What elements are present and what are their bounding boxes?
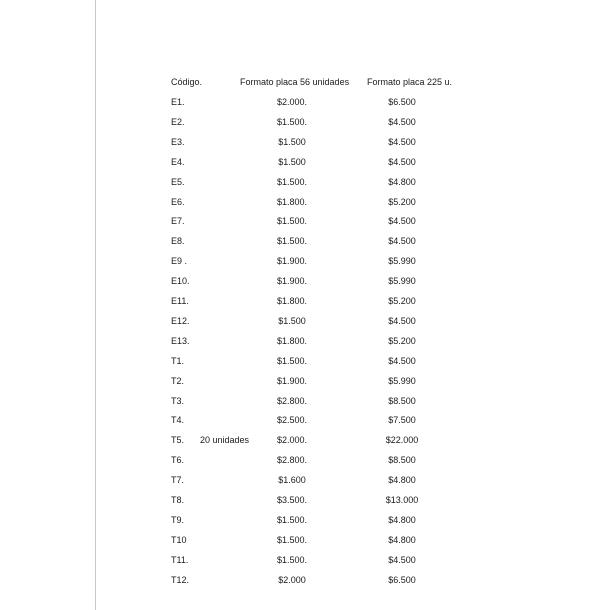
row-code: T6. xyxy=(171,455,185,466)
row-code: T11. xyxy=(171,554,189,565)
table-header-row xyxy=(0,74,610,90)
row-code: E12. xyxy=(171,315,190,326)
row-code: E13. xyxy=(171,335,190,346)
row-price-225: $4.800 xyxy=(388,475,416,486)
row-price-225: $5.990 xyxy=(388,276,416,287)
row-code: E11. xyxy=(171,296,189,306)
table-row xyxy=(0,472,610,488)
row-code: E10. xyxy=(171,276,190,287)
row-code: T4. xyxy=(171,415,185,426)
row-price-225: $4.500 xyxy=(388,554,416,565)
row-code: E4. xyxy=(171,156,185,167)
row-price-56: $1.500. xyxy=(276,216,308,227)
row-price-225: $4.500 xyxy=(388,216,416,227)
row-price-225: $4.800 xyxy=(388,176,416,187)
row-price-56: $1.500. xyxy=(276,176,308,187)
row-price-56: $2.000 xyxy=(278,574,306,585)
table-row xyxy=(0,412,610,428)
row-price-225: $5.990 xyxy=(388,375,416,386)
row-code: E5. xyxy=(171,176,185,187)
table-row xyxy=(0,432,610,448)
row-price-225: $7.500 xyxy=(388,415,416,426)
table-row xyxy=(0,273,610,289)
row-code: E9 . xyxy=(171,256,188,267)
row-price-56: $1.600 xyxy=(278,475,306,486)
table-row xyxy=(0,174,610,190)
row-code: T3. xyxy=(171,395,185,406)
row-price-225: $8.500 xyxy=(388,395,416,406)
row-code: E2. xyxy=(171,116,185,127)
header-format-56: Formato placa 56 unidades xyxy=(240,77,350,87)
row-price-56: $3.500. xyxy=(276,495,308,505)
row-price-56: $2.000. xyxy=(276,435,308,446)
table-row xyxy=(0,572,610,588)
table-row xyxy=(0,154,610,170)
row-price-225: $4.500 xyxy=(388,236,416,247)
row-price-56: $2.800. xyxy=(276,455,308,466)
row-price-56: $2.500. xyxy=(276,415,308,426)
row-price-56: $1.500 xyxy=(278,136,306,147)
row-price-225: $6.500 xyxy=(388,97,416,107)
table-row xyxy=(0,293,610,309)
table-row xyxy=(0,353,610,369)
row-price-225: $4.500 xyxy=(388,355,416,366)
table-row xyxy=(0,313,610,329)
table-row xyxy=(0,233,610,249)
table-row xyxy=(0,512,610,528)
row-price-56: $1.500. xyxy=(276,355,308,366)
row-code: T10 xyxy=(171,534,187,545)
row-price-56: $1.500. xyxy=(276,554,308,565)
table-row xyxy=(0,393,610,409)
row-price-56: $1.800. xyxy=(276,196,308,207)
row-price-56: $1.900. xyxy=(276,375,308,386)
header-format-225: Formato placa 225 u. xyxy=(367,77,453,87)
table-row xyxy=(0,194,610,210)
row-price-56: $1.900. xyxy=(276,276,308,287)
row-code: T7. xyxy=(171,475,185,486)
row-price-225: $6.500 xyxy=(388,574,416,585)
row-price-225: $5.990 xyxy=(388,256,416,267)
row-price-56: $1.500. xyxy=(276,116,308,127)
table-row xyxy=(0,253,610,269)
row-code: E8. xyxy=(171,236,185,247)
row-price-56: $1.500. xyxy=(276,534,308,545)
row-price-225: $4.500 xyxy=(388,116,416,127)
row-price-225: $5.200 xyxy=(388,296,416,306)
row-code: E7. xyxy=(171,216,185,227)
row-price-56: $1.900. xyxy=(276,256,308,267)
table-row xyxy=(0,333,610,349)
table-row xyxy=(0,114,610,130)
row-code: T1. xyxy=(171,355,185,366)
table-row xyxy=(0,492,610,508)
row-price-56: $1.500 xyxy=(278,315,306,326)
row-price-56: $1.800. xyxy=(276,335,308,346)
row-price-56: $1.500. xyxy=(276,514,308,525)
row-price-225: $13.000 xyxy=(385,495,419,505)
row-price-56: $1.500. xyxy=(276,236,308,247)
row-code: T12. xyxy=(171,574,190,585)
row-price-56: $1.800. xyxy=(276,296,308,306)
table-row xyxy=(0,94,610,110)
row-price-225: $4.800 xyxy=(388,534,416,545)
row-code: E6. xyxy=(171,196,185,207)
row-price-56: $1.500 xyxy=(278,156,306,167)
row-code: T9. xyxy=(171,514,185,525)
table-row xyxy=(0,213,610,229)
row-price-225: $5.200 xyxy=(388,196,416,207)
row-code: T2. xyxy=(171,375,185,386)
row-price-225: $4.500 xyxy=(388,136,416,147)
table-row xyxy=(0,552,610,568)
table-row xyxy=(0,134,610,150)
row-price-56: $2.000. xyxy=(276,97,308,107)
row-code: T5. xyxy=(171,435,185,446)
row-price-56: $2.800. xyxy=(276,395,308,406)
row-note: 20 unidades xyxy=(200,435,250,446)
table-row xyxy=(0,532,610,548)
row-price-225: $5.200 xyxy=(388,335,416,346)
row-code: T8. xyxy=(171,495,185,505)
row-code: E1. xyxy=(171,97,185,107)
row-code: E3. xyxy=(171,136,185,147)
row-price-225: $22.000 xyxy=(385,435,419,446)
table-row xyxy=(0,373,610,389)
row-price-225: $4.800 xyxy=(388,514,416,525)
row-price-225: $4.500 xyxy=(388,156,416,167)
table-row xyxy=(0,452,610,468)
header-code: Código. xyxy=(171,77,203,87)
row-price-225: $4.500 xyxy=(388,315,416,326)
row-price-225: $8.500 xyxy=(388,455,416,466)
